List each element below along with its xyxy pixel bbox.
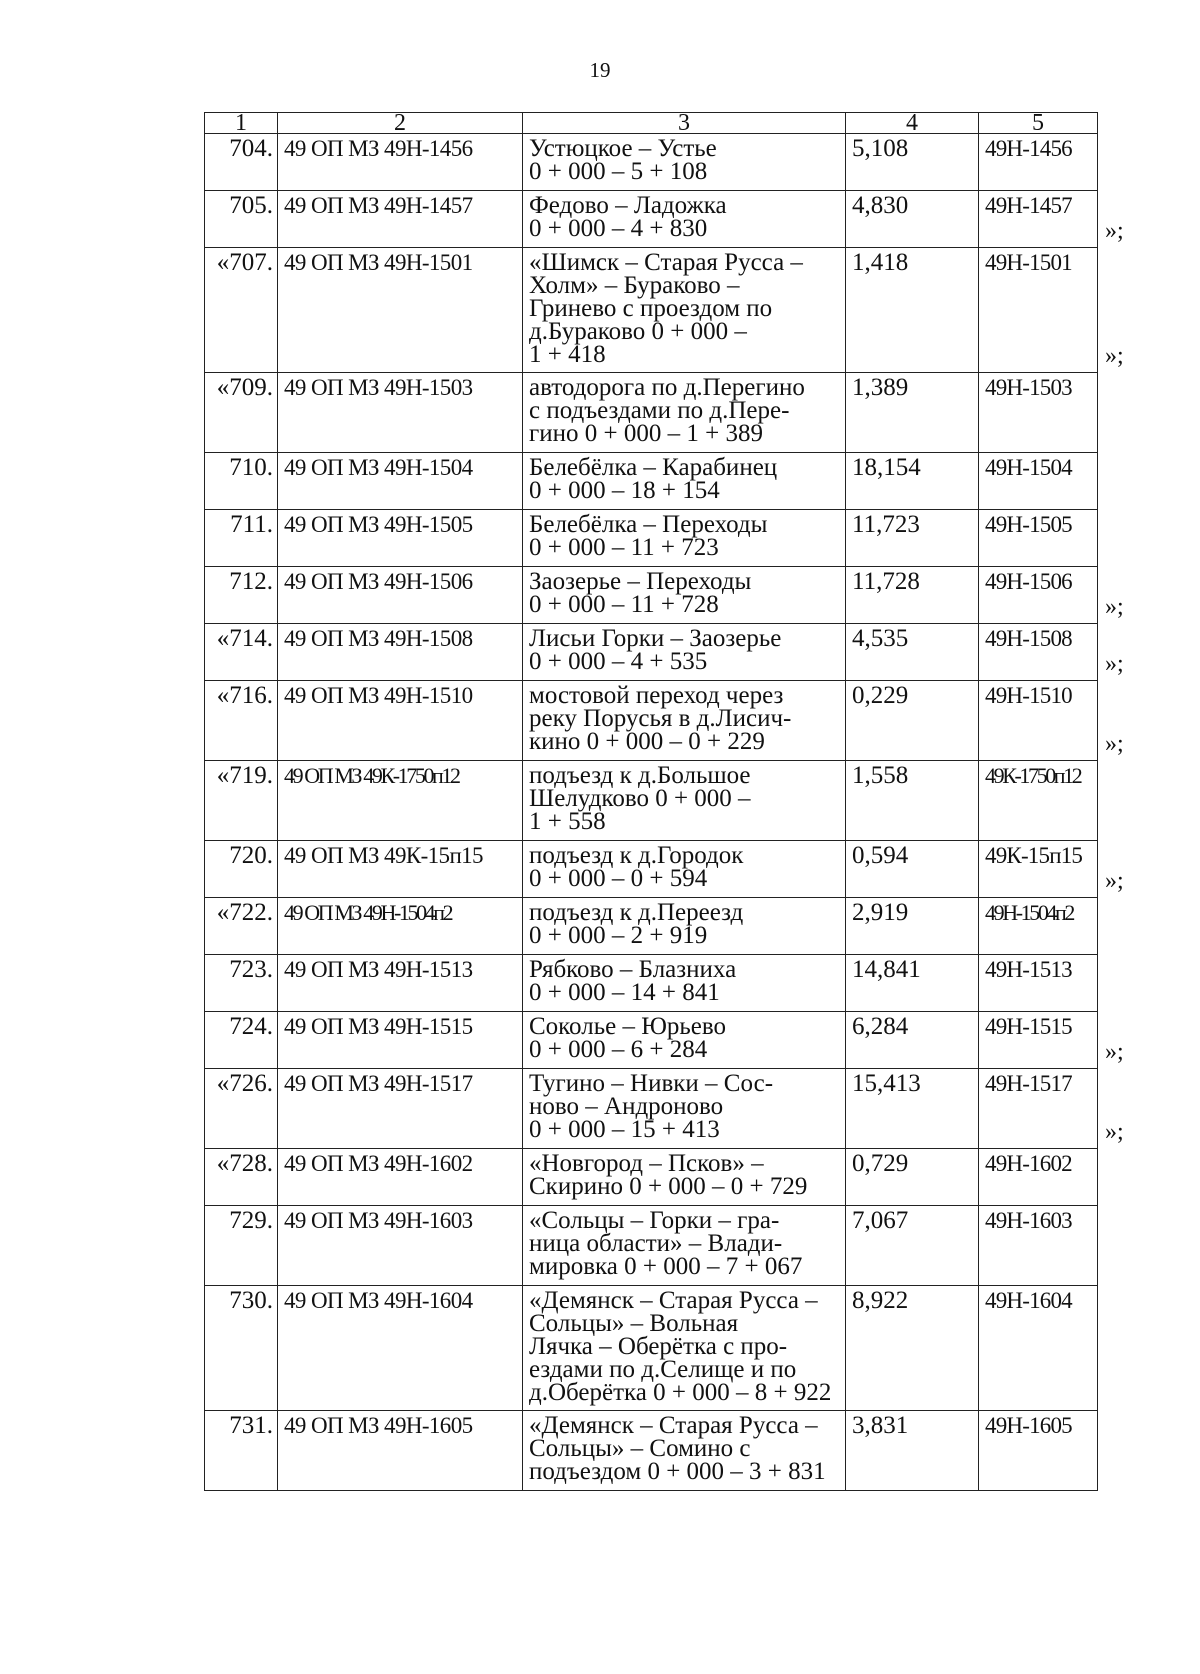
closing-quote-mark: »; — [1105, 342, 1124, 369]
road-identifier: 49Н-1456 — [979, 134, 1098, 191]
road-identifier: 49К-15п15 — [979, 841, 1098, 898]
road-code: 49 ОП МЗ 49Н-1603 — [278, 1206, 523, 1286]
table-row — [205, 841, 1098, 898]
road-identifier: 49Н-1510 — [979, 681, 1098, 761]
table-row — [205, 1012, 1098, 1069]
table-row — [205, 1206, 1098, 1286]
table-row — [205, 898, 1098, 955]
road-code: 49 ОП МЗ 49Н-1604 — [278, 1286, 523, 1411]
road-list-table — [204, 112, 1098, 1491]
row-number: «726. — [205, 1069, 278, 1149]
table-row — [205, 1411, 1098, 1491]
road-name: Тугино – Нивки – Сос- ново – Андроново 0 + 000 – 15 + 413 — [523, 1069, 846, 1149]
road-code: 49 ОП МЗ 49Н-1505 — [278, 510, 523, 567]
row-number: «719. — [205, 761, 278, 841]
road-identifier: 49Н-1513 — [979, 955, 1098, 1012]
row-number: 730. — [205, 1286, 278, 1411]
road-name: Соколье – Юрьево 0 + 000 – 6 + 284 — [523, 1012, 846, 1069]
closing-quote-mark: »; — [1105, 867, 1124, 894]
road-name: подъезд к д.Большое Шелудково 0 + 000 – 1 + 558 — [523, 761, 846, 841]
road-identifier: 49Н-1506 — [979, 567, 1098, 624]
road-code: 49 ОП МЗ 49Н-1517 — [278, 1069, 523, 1149]
road-code: 49 ОП МЗ 49Н-1602 — [278, 1149, 523, 1206]
road-length: 0,229 — [846, 681, 979, 761]
table-row — [205, 1286, 1098, 1411]
closing-quote-mark: »; — [1105, 730, 1124, 757]
row-number: «709. — [205, 373, 278, 453]
road-identifier: 49Н-1605 — [979, 1411, 1098, 1491]
closing-quote-mark: »; — [1105, 1038, 1124, 1065]
road-name: подъезд к д.Переезд 0 + 000 – 2 + 919 — [523, 898, 846, 955]
closing-quote-mark: »; — [1105, 593, 1124, 620]
row-number: 724. — [205, 1012, 278, 1069]
road-length: 2,919 — [846, 898, 979, 955]
road-identifier: 49Н-1505 — [979, 510, 1098, 567]
road-code: 49 ОП МЗ 49Н-1605 — [278, 1411, 523, 1491]
road-identifier: 49Н-1457 — [979, 191, 1098, 248]
road-length: 0,729 — [846, 1149, 979, 1206]
road-length: 3,831 — [846, 1411, 979, 1491]
road-name: Федово – Ладожка 0 + 000 – 4 + 830 — [523, 191, 846, 248]
road-length: 5,108 — [846, 134, 979, 191]
table-row — [205, 567, 1098, 624]
road-identifier: 49Н-1602 — [979, 1149, 1098, 1206]
column-header-5: 5 — [979, 113, 1098, 134]
table-row — [205, 761, 1098, 841]
road-name: мостовой переход через реку Порусья в д.Лисич- кино 0 + 000 – 0 + 229 — [523, 681, 846, 761]
table-row — [205, 453, 1098, 510]
table-row — [205, 373, 1098, 453]
road-length: 4,535 — [846, 624, 979, 681]
column-header-4: 4 — [846, 113, 979, 134]
page-number: 19 — [589, 58, 611, 82]
row-number: 729. — [205, 1206, 278, 1286]
road-length: 1,558 — [846, 761, 979, 841]
road-name: Устюцкое – Устье 0 + 000 – 5 + 108 — [523, 134, 846, 191]
road-length: 11,723 — [846, 510, 979, 567]
road-identifier: 49Н-1603 — [979, 1206, 1098, 1286]
table-row — [205, 955, 1098, 1012]
road-identifier: 49К-1750п12 — [979, 761, 1098, 841]
table-row — [205, 1149, 1098, 1206]
road-length: 14,841 — [846, 955, 979, 1012]
road-length: 1,389 — [846, 373, 979, 453]
closing-quote-mark: »; — [1105, 217, 1124, 244]
row-number: 712. — [205, 567, 278, 624]
column-header-3: 3 — [523, 113, 846, 134]
row-number: 704. — [205, 134, 278, 191]
row-number: 710. — [205, 453, 278, 510]
road-code: 49 ОП МЗ 49К-1750п12 — [278, 761, 523, 841]
road-identifier: 49Н-1515 — [979, 1012, 1098, 1069]
road-identifier: 49Н-1504п2 — [979, 898, 1098, 955]
row-number: 711. — [205, 510, 278, 567]
road-name: «Демянск – Старая Русса – Сольцы» – Сомино с подъездом 0 + 000 – 3 + 831 — [523, 1411, 846, 1491]
road-length: 18,154 — [846, 453, 979, 510]
road-code: 49 ОП МЗ 49Н-1501 — [278, 248, 523, 373]
road-code: 49 ОП МЗ 49Н-1510 — [278, 681, 523, 761]
road-length: 6,284 — [846, 1012, 979, 1069]
road-identifier: 49Н-1501 — [979, 248, 1098, 373]
road-identifier: 49Н-1504 — [979, 453, 1098, 510]
road-name: «Сольцы – Горки – гра- ница области» – Влади- мировка 0 + 000 – 7 + 067 — [523, 1206, 846, 1286]
road-code: 49 ОП МЗ 49К-15п15 — [278, 841, 523, 898]
road-code: 49 ОП МЗ 49Н-1504 — [278, 453, 523, 510]
closing-quote-mark: »; — [1105, 650, 1124, 677]
row-number: «716. — [205, 681, 278, 761]
table-row — [205, 134, 1098, 191]
row-number: 705. — [205, 191, 278, 248]
table-row — [205, 510, 1098, 567]
road-name: «Шимск – Старая Русса – Холм» – Бураково – Гринево с проездом по д.Бураково 0 + 000 – 1 + 418 — [523, 248, 846, 373]
table-row — [205, 624, 1098, 681]
column-header-2: 2 — [278, 113, 523, 134]
row-number: 720. — [205, 841, 278, 898]
road-length: 15,413 — [846, 1069, 979, 1149]
road-name: Белебёлка – Карабинец 0 + 000 – 18 + 154 — [523, 453, 846, 510]
row-number: «707. — [205, 248, 278, 373]
row-number: «714. — [205, 624, 278, 681]
road-name: Заозерье – Переходы 0 + 000 – 11 + 728 — [523, 567, 846, 624]
header-row — [205, 113, 1098, 134]
road-identifier: 49Н-1503 — [979, 373, 1098, 453]
road-name: Белебёлка – Переходы 0 + 000 – 11 + 723 — [523, 510, 846, 567]
road-identifier: 49Н-1517 — [979, 1069, 1098, 1149]
road-code: 49 ОП МЗ 49Н-1506 — [278, 567, 523, 624]
road-code: 49 ОП МЗ 49Н-1503 — [278, 373, 523, 453]
road-code: 49 ОП МЗ 49Н-1508 — [278, 624, 523, 681]
road-code: 49 ОП МЗ 49Н-1456 — [278, 134, 523, 191]
row-number: 731. — [205, 1411, 278, 1491]
road-code: 49 ОП МЗ 49Н-1504п2 — [278, 898, 523, 955]
road-identifier: 49Н-1508 — [979, 624, 1098, 681]
road-identifier: 49Н-1604 — [979, 1286, 1098, 1411]
road-name: «Новгород – Псков» – Скирино 0 + 000 – 0 + 729 — [523, 1149, 846, 1206]
road-code: 49 ОП МЗ 49Н-1513 — [278, 955, 523, 1012]
table-row — [205, 681, 1098, 761]
road-length: 1,418 — [846, 248, 979, 373]
table-row — [205, 248, 1098, 373]
column-header-1: 1 — [205, 113, 278, 134]
table-row — [205, 191, 1098, 248]
road-name: подъезд к д.Городок 0 + 000 – 0 + 594 — [523, 841, 846, 898]
road-length: 11,728 — [846, 567, 979, 624]
row-number: 723. — [205, 955, 278, 1012]
road-code: 49 ОП МЗ 49Н-1457 — [278, 191, 523, 248]
road-name: автодорога по д.Перегино с подъездами по д.Пере- гино 0 + 000 – 1 + 389 — [523, 373, 846, 453]
road-length: 8,922 — [846, 1286, 979, 1411]
table-row — [205, 1069, 1098, 1149]
road-code: 49 ОП МЗ 49Н-1515 — [278, 1012, 523, 1069]
road-length: 7,067 — [846, 1206, 979, 1286]
closing-quote-mark: »; — [1105, 1118, 1124, 1145]
row-number: «722. — [205, 898, 278, 955]
road-length: 4,830 — [846, 191, 979, 248]
road-length: 0,594 — [846, 841, 979, 898]
road-name: Рябково – Блазниха 0 + 000 – 14 + 841 — [523, 955, 846, 1012]
road-name: «Демянск – Старая Русса – Сольцы» – Вольная Лячка – Оберётка с про- ездами по д.Селище и по д.Оберётка 0 + 000 – 8 + 922 — [523, 1286, 846, 1411]
road-name: Лисьи Горки – Заозерье 0 + 000 – 4 + 535 — [523, 624, 846, 681]
row-number: «728. — [205, 1149, 278, 1206]
